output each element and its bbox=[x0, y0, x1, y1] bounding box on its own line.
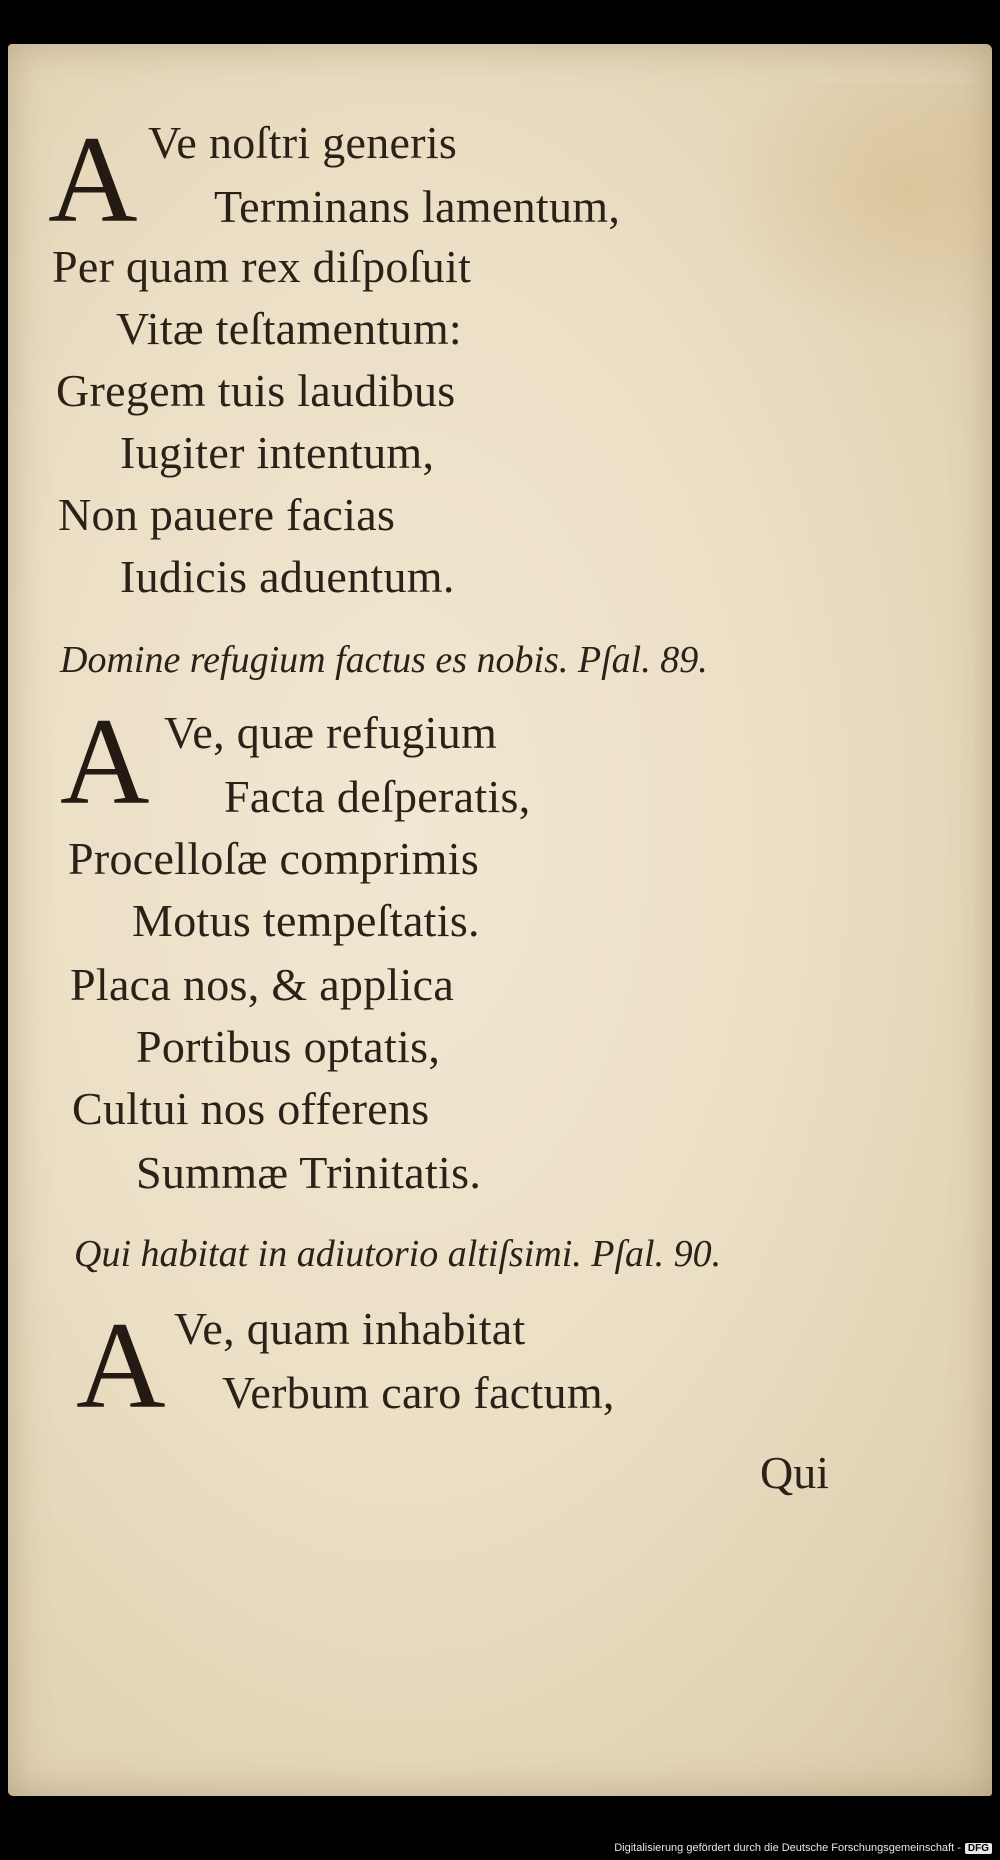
psalm-rubric: Qui habitat in adiutorio altiſsimi. Pſal. 90. bbox=[74, 1233, 722, 1275]
verse-line: Cultui nos offerens bbox=[72, 1083, 430, 1134]
verse-line: Terminans lamentum, bbox=[214, 181, 621, 232]
digitization-credit bbox=[614, 1842, 992, 1854]
verse-line: Non pauere facias bbox=[58, 489, 396, 540]
verse-line: Ve, quæ refugium bbox=[164, 707, 498, 758]
verse-line: Gregem tuis laudibus bbox=[56, 365, 456, 416]
verse-line: Procelloſæ comprimis bbox=[68, 833, 480, 884]
dropcap-initial: A bbox=[48, 111, 138, 248]
dropcap-initial: A bbox=[76, 1297, 166, 1434]
verse-line: Ve, quam inhabitat bbox=[174, 1303, 526, 1354]
verse-line: Motus tempeſtatis. bbox=[132, 895, 480, 946]
verse-line: Summæ Trinitatis. bbox=[136, 1147, 482, 1198]
verse-line: Per quam rex diſpoſuit bbox=[52, 241, 472, 292]
verse-line: Verbum caro factum, bbox=[222, 1367, 615, 1418]
verse-line: Iudicis aduentum. bbox=[120, 551, 455, 602]
dfg-logo: DFG bbox=[965, 1843, 992, 1854]
verse-line: Placa nos, & applica bbox=[70, 959, 455, 1010]
verse-line: Ve noſtri generis bbox=[148, 117, 458, 168]
psalm-rubric: Domine refugium factus es nobis. Pſal. 89. bbox=[60, 639, 708, 681]
dropcap-initial: A bbox=[60, 693, 150, 830]
page-text bbox=[8, 44, 992, 1796]
book-page bbox=[8, 44, 992, 1796]
credit-text: Digitalisierung gefördert durch die Deutsche Forschungsgemeinschaft - bbox=[614, 1842, 961, 1854]
verse-line: Facta deſperatis, bbox=[224, 771, 531, 822]
verse-line: Vitæ teſtamentum: bbox=[116, 303, 463, 354]
catchword: Qui bbox=[760, 1447, 829, 1498]
verse-line: Portibus optatis, bbox=[136, 1021, 441, 1072]
verse-line: Iugiter intentum, bbox=[120, 427, 435, 478]
